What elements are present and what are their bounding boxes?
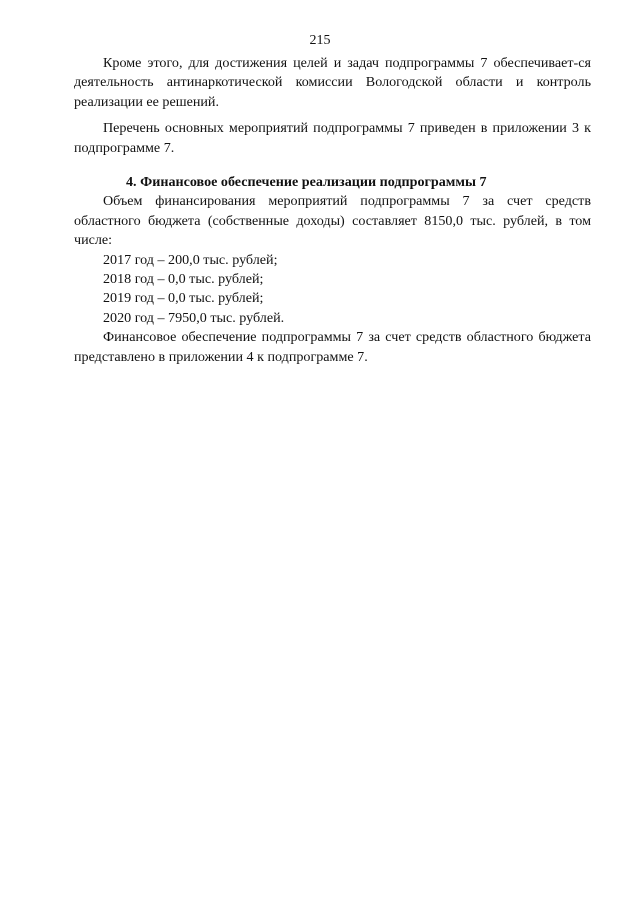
paragraph-funding-appendix: Финансовое обеспечение подпрограммы 7 за счет средств областного бюджета представлено в приложении 4 к подпрограмме 7. bbox=[74, 329, 591, 365]
section-heading: 4. Финансовое обеспечение реализации подпрограммы 7 bbox=[126, 174, 487, 191]
paragraph-commission: Кроме этого, для достижения целей и задач подпрограммы 7 обеспечивает-ся деятельность антинаркотической комиссии Вологодской области и контроль реализации ее решений. bbox=[74, 55, 591, 110]
page-body bbox=[74, 54, 591, 374]
paragraph-measures-list: Перечень основных мероприятий подпрограммы 7 приведен в приложении 3 к подпрограмме 7. bbox=[74, 120, 591, 156]
funding-year-item: 2019 год – 0,0 тыс. рублей; bbox=[103, 290, 264, 307]
funding-year-item: 2020 год – 7950,0 тыс. рублей. bbox=[103, 309, 285, 326]
funding-year-item: 2017 год – 200,0 тыс. рублей; bbox=[103, 251, 278, 268]
page-number: 215 bbox=[309, 33, 331, 48]
paragraph-funding-intro: Объем финансирования мероприятий подпрограммы 7 за счет средств областного бюджета (собственные доходы) составляет 8150,0 тыс. рублей, в том числе: bbox=[74, 193, 591, 249]
funding-year-item: 2018 год – 0,0 тыс. рублей; bbox=[103, 271, 264, 288]
funding-by-year-list bbox=[74, 251, 591, 329]
